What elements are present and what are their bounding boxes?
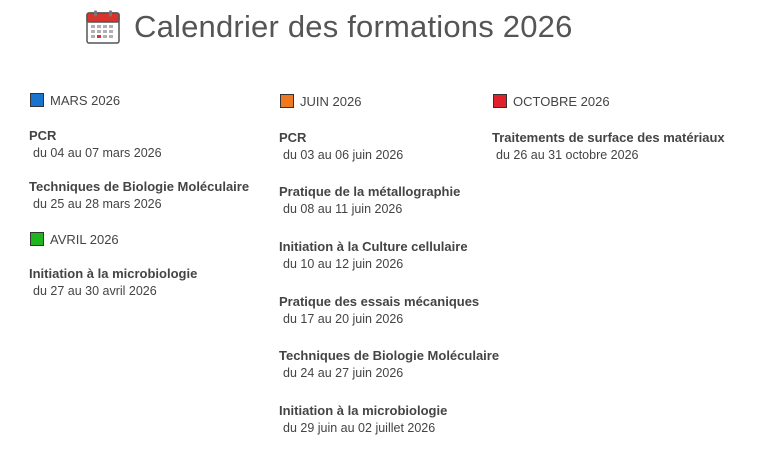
event-title[interactable]: Initiation à la Culture cellulaire bbox=[279, 239, 468, 254]
event-title[interactable]: Initiation à la microbiologie bbox=[29, 266, 198, 281]
month-heading-octobre: OCTOBRE 2026 bbox=[493, 92, 610, 110]
event-item[interactable] bbox=[492, 129, 725, 164]
event-dates: du 29 juin au 02 juillet 2026 bbox=[283, 421, 436, 435]
event-item[interactable] bbox=[279, 293, 479, 328]
mars-color-swatch bbox=[30, 93, 44, 107]
octobre-color-swatch bbox=[493, 94, 507, 108]
event-item[interactable] bbox=[279, 129, 403, 164]
event-title[interactable]: Pratique de la métallographie bbox=[279, 184, 461, 199]
event-item[interactable] bbox=[279, 402, 447, 437]
event-dates: du 08 au 11 juin 2026 bbox=[283, 202, 403, 216]
month-heading-juin: JUIN 2026 bbox=[280, 92, 361, 110]
event-dates: du 24 au 27 juin 2026 bbox=[283, 366, 404, 380]
event-item[interactable] bbox=[29, 127, 162, 162]
event-title[interactable]: Pratique des essais mécaniques bbox=[279, 294, 480, 309]
event-dates: du 03 au 06 juin 2026 bbox=[283, 148, 404, 162]
calendar-icon bbox=[86, 10, 120, 44]
event-title[interactable]: Techniques de Biologie Moléculaire bbox=[279, 348, 500, 363]
event-title[interactable]: Traitements de surface des matériaux bbox=[492, 130, 725, 145]
month-heading-avril: AVRIL 2026 bbox=[30, 230, 119, 248]
event-title[interactable]: PCR bbox=[29, 128, 57, 143]
event-dates: du 04 au 07 mars 2026 bbox=[33, 146, 162, 160]
event-dates: du 25 au 28 mars 2026 bbox=[33, 197, 162, 211]
event-item[interactable] bbox=[29, 178, 249, 213]
avril-color-swatch bbox=[30, 232, 44, 246]
event-title[interactable]: Initiation à la microbiologie bbox=[279, 403, 448, 418]
event-title[interactable]: PCR bbox=[279, 130, 307, 145]
event-item[interactable] bbox=[279, 183, 460, 218]
event-dates: du 10 au 12 juin 2026 bbox=[283, 257, 404, 271]
event-dates: du 26 au 31 octobre 2026 bbox=[496, 148, 639, 162]
event-item[interactable] bbox=[279, 238, 468, 273]
page-header bbox=[86, 7, 573, 47]
event-item[interactable] bbox=[29, 265, 197, 300]
event-dates: du 17 au 20 juin 2026 bbox=[283, 312, 404, 326]
event-dates: du 27 au 30 avril 2026 bbox=[33, 284, 157, 298]
event-title[interactable]: Techniques de Biologie Moléculaire bbox=[29, 179, 250, 194]
page-title: Calendrier des formations 2026 bbox=[134, 9, 573, 44]
event-item[interactable] bbox=[279, 347, 499, 382]
month-heading-mars: MARS 2026 bbox=[30, 91, 120, 109]
juin-color-swatch bbox=[280, 94, 294, 108]
